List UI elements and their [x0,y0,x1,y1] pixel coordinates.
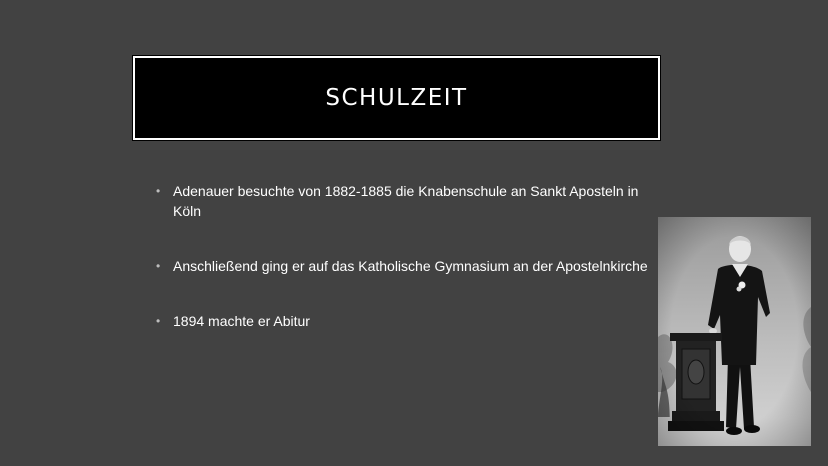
bullet-point-icon: • [156,259,161,273]
bullet-text: Adenauer besuchte von 1882-1885 die Knabenschule an Sankt Aposteln in Köln [173,183,639,219]
title-box [133,56,660,140]
boy-portrait-photo [658,217,811,446]
bullet-item [156,311,656,331]
bullet-text: Anschließend ging er auf das Katholische Gymnasium an der Apostelnkirche [173,258,648,274]
bullet-item [156,256,656,276]
bullet-point-icon: • [156,314,161,328]
bullet-item [156,181,656,221]
historical-photo [658,217,811,446]
bullet-list [156,181,656,331]
slide-title: SCHULZEIT [325,85,468,111]
bullet-point-icon: • [156,184,161,198]
bullet-text: 1894 machte er Abitur [173,313,310,329]
